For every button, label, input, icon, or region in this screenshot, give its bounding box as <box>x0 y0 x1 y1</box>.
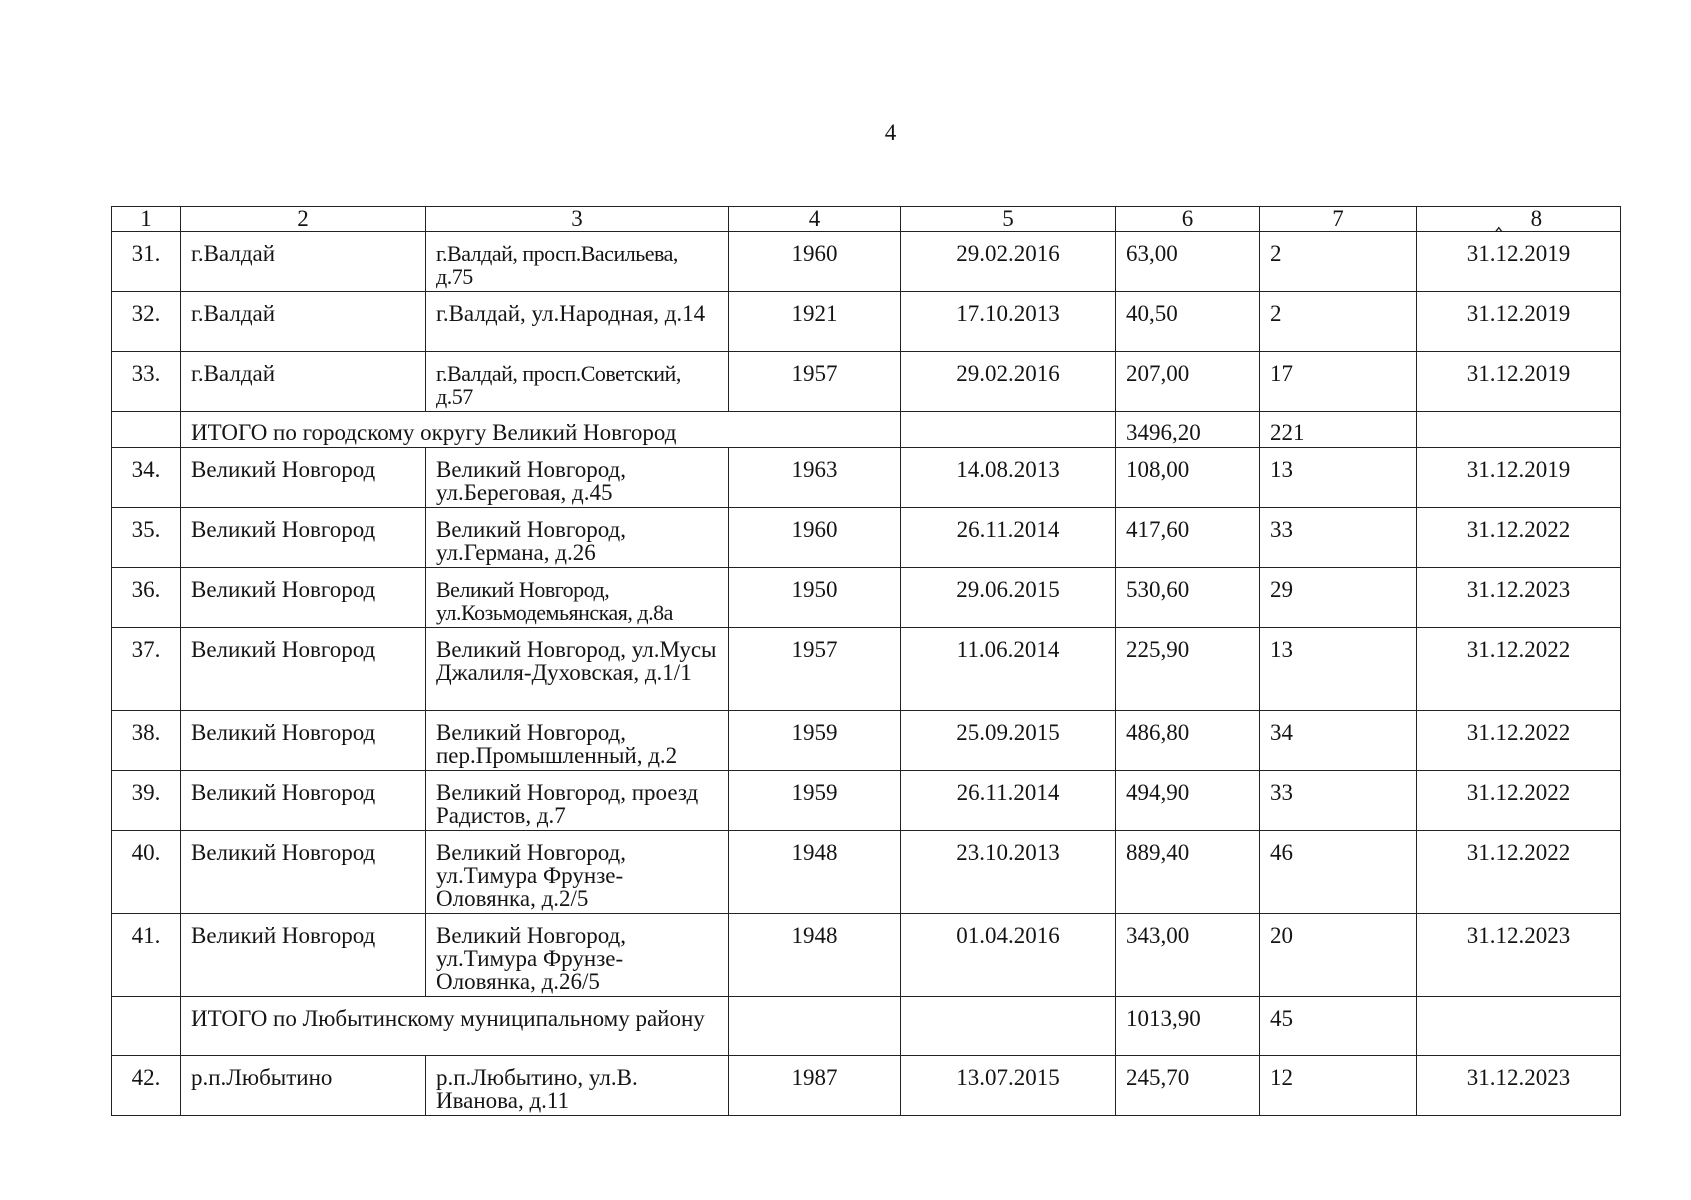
locality-cell: Великий Новгород <box>181 508 426 568</box>
row-number: 39. <box>112 771 181 831</box>
deadline-cell: 31.12.2023 <box>1417 568 1621 628</box>
area-cell: 530,60 <box>1116 568 1260 628</box>
header-cell: 2 <box>181 207 426 232</box>
empty-cell <box>729 997 901 1056</box>
table-row <box>112 568 1621 628</box>
deadline-cell: 31.12.2019 <box>1417 292 1621 352</box>
header-cell <box>1417 207 1621 232</box>
total-people: 221 <box>1260 412 1417 448</box>
locality-cell: Великий Новгород <box>181 568 426 628</box>
deadline-cell: 31.12.2022 <box>1417 508 1621 568</box>
people-cell: 12 <box>1260 1056 1417 1116</box>
locality-cell: р.п.Любытино <box>181 1056 426 1116</box>
year-cell: 1960 <box>729 232 901 292</box>
area-cell: 245,70 <box>1116 1056 1260 1116</box>
people-cell: 2 <box>1260 292 1417 352</box>
locality-cell: Великий Новгород <box>181 914 426 997</box>
row-number: 36. <box>112 568 181 628</box>
deadline-cell: 31.12.2023 <box>1417 1056 1621 1116</box>
area-cell: 108,00 <box>1116 448 1260 508</box>
address-cell: Великий Новгород, ул.Береговая, д.45 <box>426 448 729 508</box>
people-cell: 46 <box>1260 831 1417 914</box>
area-cell: 343,00 <box>1116 914 1260 997</box>
empty-cell <box>1417 412 1621 448</box>
table-row <box>112 914 1621 997</box>
address-cell: Великий Новгород, ул.Тимура Фрунзе-Оловянка, д.2/5 <box>426 831 729 914</box>
header-cell: 5 <box>901 207 1116 232</box>
year-cell: 1921 <box>729 292 901 352</box>
page-number: 4 <box>884 120 897 145</box>
row-number: 38. <box>112 711 181 771</box>
date-cell: 17.10.2013 <box>901 292 1116 352</box>
people-cell: 33 <box>1260 508 1417 568</box>
date-cell: 25.09.2015 <box>901 711 1116 771</box>
table-row <box>112 232 1621 292</box>
deadline-cell: 31.12.2019 <box>1417 448 1621 508</box>
area-cell: 494,90 <box>1116 771 1260 831</box>
address-cell: г.Валдай, просп.Васильева, д.75 <box>426 232 729 292</box>
table-row <box>112 771 1621 831</box>
address-cell: Великий Новгород, ул.Мусы Джалиля-Духовская, д.1/1 <box>426 628 729 711</box>
people-cell: 34 <box>1260 711 1417 771</box>
year-cell: 1948 <box>729 914 901 997</box>
area-cell: 486,80 <box>1116 711 1260 771</box>
deadline-cell: 31.12.2023 <box>1417 914 1621 997</box>
area-cell: 889,40 <box>1116 831 1260 914</box>
empty-cell <box>901 997 1116 1056</box>
date-cell: 29.02.2016 <box>901 232 1116 292</box>
address-cell: г.Валдай, просп.Советский, д.57 <box>426 352 729 412</box>
row-number: 32. <box>112 292 181 352</box>
empty-cell <box>901 412 1116 448</box>
people-cell: 17 <box>1260 352 1417 412</box>
date-cell: 29.02.2016 <box>901 352 1116 412</box>
table-row <box>112 352 1621 412</box>
area-cell: 225,90 <box>1116 628 1260 711</box>
table-row <box>112 1056 1621 1116</box>
empty-cell <box>1417 997 1621 1056</box>
locality-cell: г.Валдай <box>181 232 426 292</box>
locality-cell: Великий Новгород <box>181 771 426 831</box>
date-cell: 13.07.2015 <box>901 1056 1116 1116</box>
total-label: ИТОГО по Любытинскому муниципальному району <box>181 997 729 1056</box>
locality-cell: Великий Новгород <box>181 448 426 508</box>
address-cell: Великий Новгород, ул.Козьмодемьянская, д.8а <box>426 568 729 628</box>
locality-cell: Великий Новгород <box>181 628 426 711</box>
total-people: 45 <box>1260 997 1417 1056</box>
people-cell: 33 <box>1260 771 1417 831</box>
area-cell: 40,50 <box>1116 292 1260 352</box>
year-cell: 1959 <box>729 711 901 771</box>
header-cell-label: 8 <box>1530 206 1543 231</box>
row-number: 41. <box>112 914 181 997</box>
area-cell: 207,00 <box>1116 352 1260 412</box>
date-cell: 01.04.2016 <box>901 914 1116 997</box>
header-mark: ‸ <box>1494 206 1503 231</box>
row-number: 40. <box>112 831 181 914</box>
year-cell: 1987 <box>729 1056 901 1116</box>
locality-cell: Великий Новгород <box>181 711 426 771</box>
table-row <box>112 831 1621 914</box>
year-cell: 1960 <box>729 508 901 568</box>
header-cell: 4 <box>729 207 901 232</box>
header-cell: 6 <box>1116 207 1260 232</box>
table-row <box>112 292 1621 352</box>
deadline-cell: 31.12.2019 <box>1417 352 1621 412</box>
row-number: 42. <box>112 1056 181 1116</box>
locality-cell: г.Валдай <box>181 352 426 412</box>
date-cell: 23.10.2013 <box>901 831 1116 914</box>
table-row <box>112 448 1621 508</box>
address-cell: Великий Новгород, проезд Радистов, д.7 <box>426 771 729 831</box>
header-row <box>112 207 1621 232</box>
locality-cell: г.Валдай <box>181 292 426 352</box>
date-cell: 11.06.2014 <box>901 628 1116 711</box>
header-cell: 7 <box>1260 207 1417 232</box>
people-cell: 20 <box>1260 914 1417 997</box>
deadline-cell: 31.12.2022 <box>1417 831 1621 914</box>
deadline-cell: 31.12.2022 <box>1417 628 1621 711</box>
year-cell: 1959 <box>729 771 901 831</box>
address-cell: г.Валдай, ул.Народная, д.14 <box>426 292 729 352</box>
people-cell: 2 <box>1260 232 1417 292</box>
row-number: 34. <box>112 448 181 508</box>
address-cell: р.п.Любытино, ул.В. Иванова, д.11 <box>426 1056 729 1116</box>
row-number: 35. <box>112 508 181 568</box>
total-row <box>112 997 1621 1056</box>
header-cell: 1 <box>112 207 181 232</box>
area-cell: 63,00 <box>1116 232 1260 292</box>
people-cell: 13 <box>1260 448 1417 508</box>
deadline-cell: 31.12.2022 <box>1417 771 1621 831</box>
people-cell: 13 <box>1260 628 1417 711</box>
deadline-cell: 31.12.2022 <box>1417 711 1621 771</box>
area-cell: 417,60 <box>1116 508 1260 568</box>
empty-cell <box>112 997 181 1056</box>
address-cell: Великий Новгород, пер.Промышленный, д.2 <box>426 711 729 771</box>
address-cell: Великий Новгород, ул.Тимура Фрунзе-Оловянка, д.26/5 <box>426 914 729 997</box>
housing-table <box>111 206 1621 1116</box>
table-row <box>112 508 1621 568</box>
deadline-cell: 31.12.2019 <box>1417 232 1621 292</box>
empty-cell <box>112 412 181 448</box>
total-row <box>112 412 1621 448</box>
row-number: 33. <box>112 352 181 412</box>
date-cell: 14.08.2013 <box>901 448 1116 508</box>
year-cell: 1948 <box>729 831 901 914</box>
year-cell: 1963 <box>729 448 901 508</box>
date-cell: 26.11.2014 <box>901 508 1116 568</box>
year-cell: 1957 <box>729 352 901 412</box>
year-cell: 1957 <box>729 628 901 711</box>
table-row <box>112 628 1621 711</box>
locality-cell: Великий Новгород <box>181 831 426 914</box>
date-cell: 26.11.2014 <box>901 771 1116 831</box>
address-cell: Великий Новгород, ул.Германа, д.26 <box>426 508 729 568</box>
total-area: 1013,90 <box>1116 997 1260 1056</box>
total-label: ИТОГО по городскому округу Великий Новгород <box>181 412 901 448</box>
people-cell: 29 <box>1260 568 1417 628</box>
year-cell: 1950 <box>729 568 901 628</box>
table-row <box>112 711 1621 771</box>
header-cell: 3 <box>426 207 729 232</box>
row-number: 31. <box>112 232 181 292</box>
total-area: 3496,20 <box>1116 412 1260 448</box>
row-number: 37. <box>112 628 181 711</box>
date-cell: 29.06.2015 <box>901 568 1116 628</box>
